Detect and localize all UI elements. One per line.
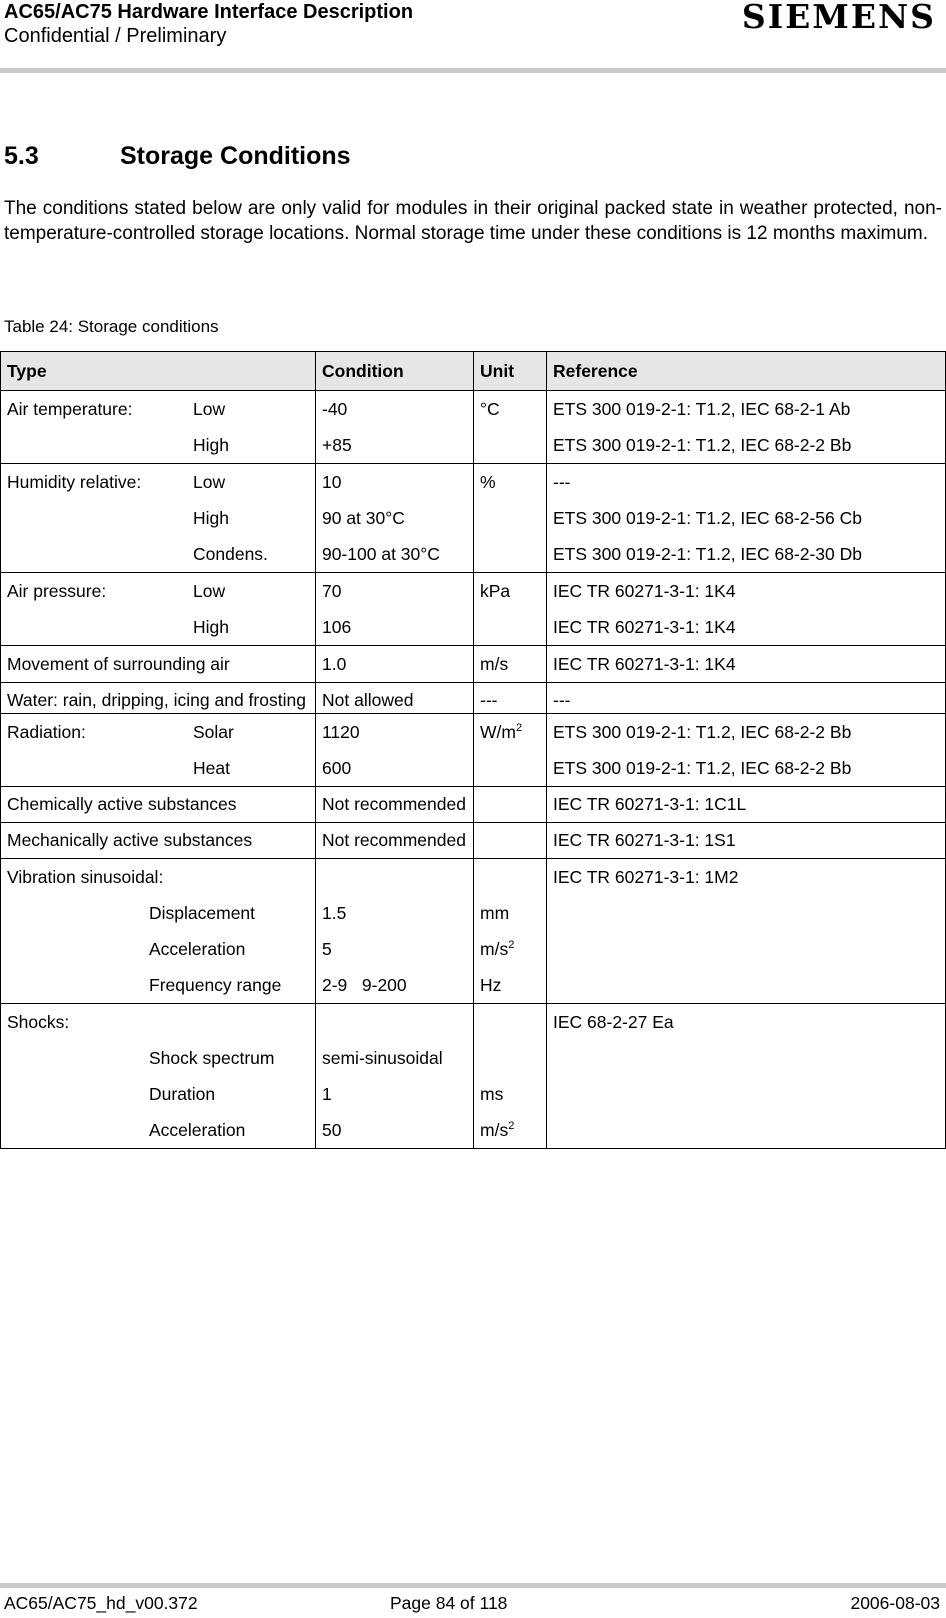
table-row — [1, 391, 946, 464]
condition-cell — [316, 1004, 474, 1149]
type-cell — [1, 714, 316, 787]
row-sublabel: Duration — [149, 1084, 216, 1104]
type-cell — [1, 573, 316, 646]
unit-cell — [474, 391, 547, 464]
footer-date: 2006-08-03 — [850, 1593, 940, 1613]
condition-value: 106 — [322, 617, 352, 637]
unit-value: ms — [480, 1084, 504, 1104]
unit-cell — [474, 1004, 547, 1149]
table-caption: Table 24: Storage conditions — [4, 317, 219, 336]
reference-cell — [547, 646, 946, 683]
unit-superscript: 2 — [508, 1120, 515, 1132]
condition-cell — [316, 683, 474, 714]
row-label: Movement of surrounding air — [7, 654, 230, 674]
row-sublabel: Acceleration — [149, 1120, 246, 1140]
unit-cell — [474, 683, 547, 714]
condition-value: 1 — [322, 1084, 332, 1104]
reference-value: ETS 300 019-2-1: T1.2, IEC 68-2-2 Bb — [553, 435, 852, 455]
unit-value: mm — [480, 903, 510, 923]
reference-value: IEC 68-2-27 Ea — [553, 1012, 674, 1032]
condition-cell — [316, 464, 474, 573]
table-row — [1, 859, 946, 1004]
unit-superscript: 2 — [515, 722, 523, 734]
section-number: 5.3 — [4, 142, 39, 170]
siemens-logo: SIEMENS — [741, 0, 936, 36]
footer-document-id: AC65/AC75_hd_v00.372 — [4, 1593, 198, 1613]
type-cell — [1, 464, 316, 573]
row-sublabel: Heat — [193, 758, 230, 778]
row-label: Humidity relative: — [7, 472, 142, 492]
reference-value: ETS 300 019-2-1: T1.2, IEC 68-2-2 Bb — [553, 758, 852, 778]
unit-cell — [474, 859, 547, 1004]
unit-value: Hz — [480, 975, 502, 995]
row-sublabel: Solar — [193, 722, 234, 742]
table-row — [1, 646, 946, 683]
condition-value: Not allowed — [322, 690, 414, 710]
condition-value: 2-9 9-200 — [322, 975, 407, 995]
table-row — [1, 573, 946, 646]
unit-cell — [474, 787, 547, 823]
condition-value: 10 — [322, 472, 342, 492]
row-label: Vibration sinusoidal: — [7, 867, 164, 887]
unit-value: W/m — [480, 722, 516, 742]
reference-cell — [547, 464, 946, 573]
footer-divider — [0, 1583, 946, 1588]
condition-value: +85 — [322, 435, 352, 455]
reference-value: IEC TR 60271-3-1: 1S1 — [553, 830, 736, 850]
row-sublabel: Low — [193, 472, 226, 492]
condition-value: 90-100 at 30°C — [322, 544, 440, 564]
table-row — [1, 787, 946, 823]
condition-value: 1.0 — [322, 654, 347, 674]
reference-value: ETS 300 019-2-1: T1.2, IEC 68-2-2 Bb — [553, 722, 852, 742]
row-sublabel: Frequency range — [149, 975, 282, 995]
table-row — [1, 464, 946, 573]
reference-value: IEC TR 60271-3-1: 1M2 — [553, 867, 739, 887]
unit-value: m/s — [480, 654, 509, 674]
document-title: AC65/AC75 Hardware Interface Description — [4, 1, 414, 23]
unit-cell — [474, 464, 547, 573]
type-cell — [1, 1004, 316, 1149]
unit-superscript: 2 — [508, 939, 515, 951]
reference-value: ETS 300 019-2-1: T1.2, IEC 68-2-1 Ab — [553, 399, 851, 419]
condition-value: 5 — [322, 939, 332, 959]
condition-cell — [316, 391, 474, 464]
condition-cell — [316, 714, 474, 787]
table-header-row — [1, 352, 946, 391]
row-label: Radiation: — [7, 722, 86, 742]
row-sublabel: Condens. — [193, 544, 268, 564]
reference-value: ETS 300 019-2-1: T1.2, IEC 68-2-56 Cb — [553, 508, 863, 528]
type-cell — [1, 391, 316, 464]
condition-value: 50 — [322, 1120, 342, 1140]
condition-value: 1.5 — [322, 903, 347, 923]
reference-cell — [547, 823, 946, 859]
reference-value: IEC TR 60271-3-1: 1K4 — [553, 617, 736, 637]
condition-value: -40 — [322, 399, 348, 419]
row-sublabel: High — [193, 617, 229, 637]
reference-cell — [547, 1004, 946, 1149]
condition-value: 1120 — [322, 722, 360, 742]
header-unit: Unit — [474, 352, 547, 391]
unit-cell — [474, 646, 547, 683]
unit-value: --- — [480, 690, 498, 710]
row-sublabel: High — [193, 435, 229, 455]
reference-cell — [547, 391, 946, 464]
section-heading — [4, 140, 351, 172]
row-sublabel: High — [193, 508, 229, 528]
unit-cell — [474, 573, 547, 646]
table-row — [1, 683, 946, 714]
intro-paragraph: The conditions stated below are only valid for modules in their original packed state in weather protected, non-temperature-controlled storage locations. Normal storage time under these conditions is 12 months maximum. — [4, 198, 942, 244]
condition-value: 70 — [322, 581, 342, 601]
row-label: Air pressure: — [7, 581, 107, 601]
header-condition: Condition — [316, 352, 474, 391]
type-cell — [1, 683, 316, 714]
unit-value: % — [480, 472, 496, 492]
header-divider — [0, 68, 946, 73]
footer-page-number: Page 84 of 118 — [390, 1593, 508, 1613]
table-row — [1, 1004, 946, 1149]
condition-value: 600 — [322, 758, 352, 778]
unit-value: kPa — [480, 581, 511, 601]
header-type: Type — [1, 352, 316, 391]
type-cell — [1, 859, 316, 1004]
reference-value: --- — [553, 690, 571, 710]
unit-value: m/s — [480, 939, 509, 959]
condition-value: Not recommended — [322, 794, 466, 814]
row-label: Water: rain, dripping, icing and frosting — [7, 690, 306, 710]
row-label: Mechanically active substances — [7, 830, 253, 850]
condition-cell — [316, 823, 474, 859]
condition-cell — [316, 859, 474, 1004]
unit-cell — [474, 823, 547, 859]
row-label: Chemically active substances — [7, 794, 237, 814]
reference-value: ETS 300 019-2-1: T1.2, IEC 68-2-30 Db — [553, 544, 863, 564]
reference-cell — [547, 787, 946, 823]
row-label: Shocks: — [7, 1012, 70, 1032]
table-row — [1, 823, 946, 859]
unit-value: °C — [480, 399, 500, 419]
type-cell — [1, 646, 316, 683]
row-sublabel: Acceleration — [149, 939, 246, 959]
condition-value: 90 at 30°C — [322, 508, 405, 528]
condition-cell — [316, 646, 474, 683]
condition-value: Not recommended — [322, 830, 466, 850]
reference-cell — [547, 859, 946, 1004]
reference-value: IEC TR 60271-3-1: 1K4 — [553, 581, 736, 601]
row-sublabel: Displacement — [149, 903, 256, 923]
reference-cell — [547, 573, 946, 646]
type-cell — [1, 787, 316, 823]
condition-cell — [316, 787, 474, 823]
row-label: Air temperature: — [7, 399, 133, 419]
row-sublabel: Low — [193, 581, 226, 601]
type-cell — [1, 823, 316, 859]
condition-cell — [316, 573, 474, 646]
unit-cell — [474, 714, 547, 787]
reference-value: IEC TR 60271-3-1: 1K4 — [553, 654, 736, 674]
row-sublabel: Shock spectrum — [149, 1048, 275, 1068]
header-reference: Reference — [547, 352, 946, 391]
table-row — [1, 714, 946, 787]
document-subtitle: Confidential / Preliminary — [4, 25, 227, 47]
condition-value: semi-sinusoidal — [322, 1048, 443, 1068]
row-sublabel: Low — [193, 399, 226, 419]
reference-cell — [547, 683, 946, 714]
section-title: Storage Conditions — [120, 142, 351, 170]
storage-conditions-table — [0, 351, 946, 1149]
reference-cell — [547, 714, 946, 787]
reference-value: IEC TR 60271-3-1: 1C1L — [553, 794, 747, 814]
reference-value: --- — [553, 472, 571, 492]
unit-value: m/s — [480, 1120, 509, 1140]
